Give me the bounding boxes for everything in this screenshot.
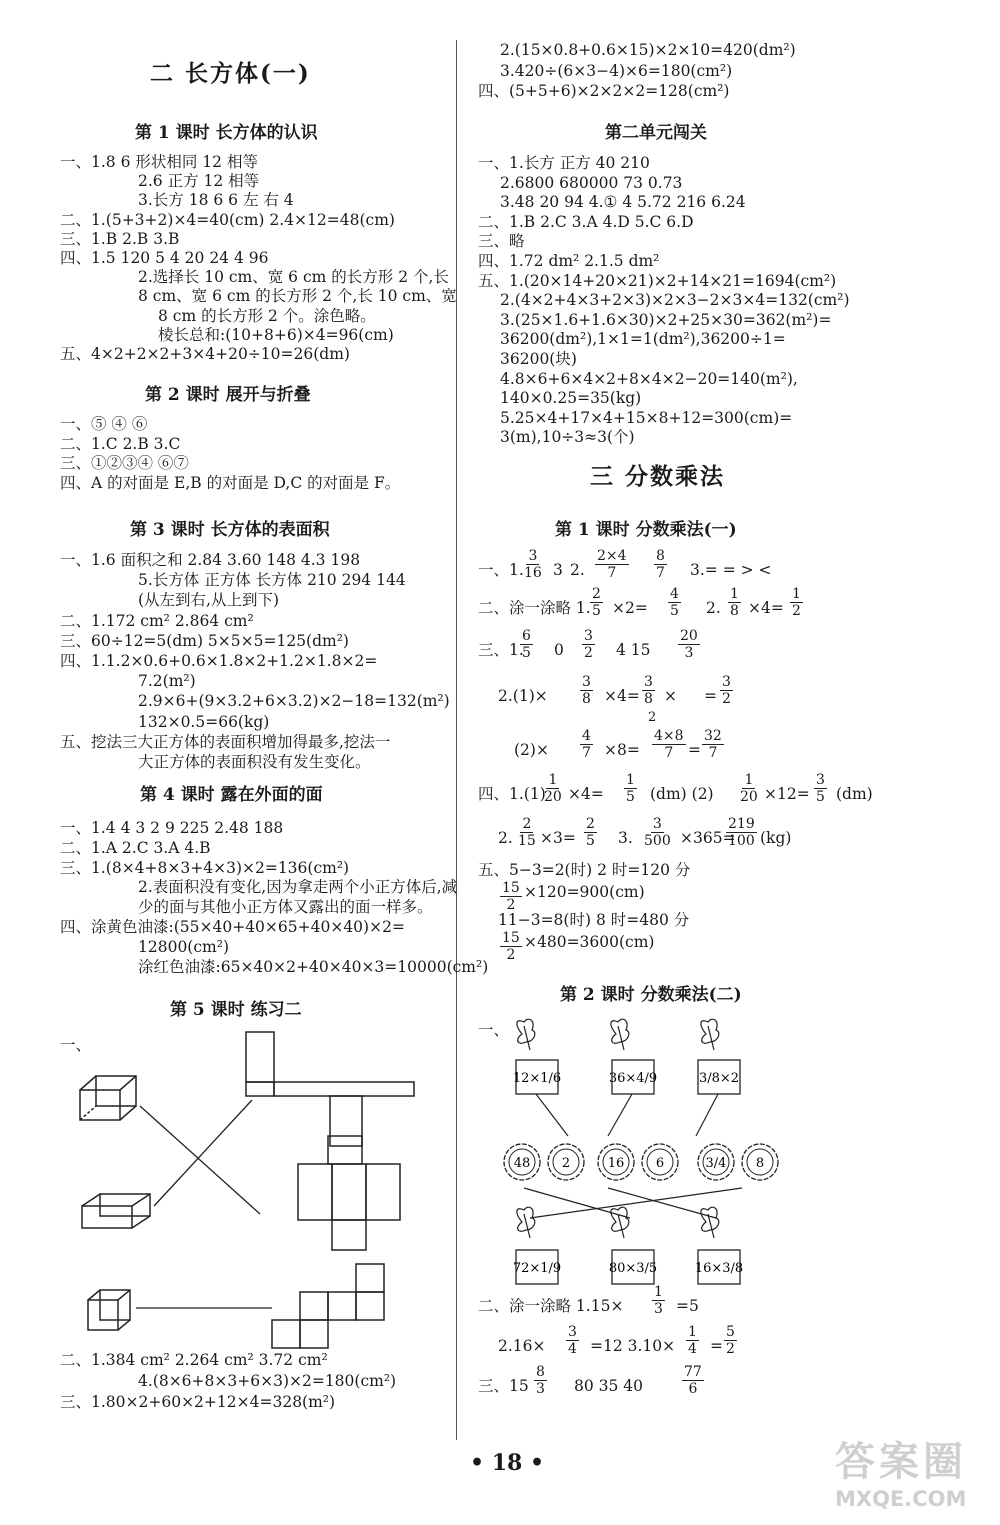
denominator: 8 [582, 691, 591, 707]
answer-line: 一、1.8 6 形状相同 12 相等 [60, 153, 258, 171]
answer-line: 二、1.C 2.B 3.C [60, 434, 181, 453]
cube-figure-3 [88, 1290, 130, 1330]
answer-text: 4 15 [616, 641, 651, 659]
denominator: 8 [644, 691, 653, 707]
fraction [652, 548, 669, 581]
denominator: 2 [726, 1341, 735, 1357]
answer-text: (kg) [760, 829, 792, 847]
denominator: 5 [670, 603, 679, 619]
answer-line: 二、1.B 2.C 3.A 4.D 5.C 6.D [478, 212, 694, 231]
fraction [650, 728, 688, 761]
numerator: 1 [792, 586, 801, 602]
answer-line: 一、1.4 4 3 2 9 225 2.48 188 [60, 819, 284, 837]
answer-line: 4.(8×6+8×3+6×3)×2=180(cm²) [138, 1372, 397, 1390]
fraction [518, 628, 535, 661]
page-number: • 18 • [470, 1450, 545, 1476]
unit-2-review-title: 第二单元闯关 [605, 123, 707, 143]
answer-text: ×120=900(cm) [524, 883, 645, 901]
answer-line: 3.(25×1.6+1.6×30)×2+25×30=362(m²)= [500, 310, 832, 329]
numerator: 1 [654, 1284, 663, 1300]
numerator: 2 [586, 816, 595, 832]
answer-text: 3 [553, 561, 563, 579]
answer-text: 2.(1)× [498, 687, 548, 705]
denominator: 7 [607, 565, 617, 581]
answer-text: 2. [498, 829, 513, 847]
denominator: 3 [536, 1381, 545, 1397]
numerator: 3 [644, 674, 653, 690]
answer-line: 36200(块) [500, 350, 577, 368]
numerator: 2 [522, 816, 532, 832]
denominator: 2 [792, 603, 801, 619]
denominator: 5 [592, 603, 601, 619]
answer-text: 3.= = > < [690, 561, 772, 579]
numerator: 15 [502, 880, 520, 896]
lesson-3-title: 第 3 课时 长方体的表面积 [130, 520, 330, 540]
denominator: 3 [654, 1301, 663, 1317]
watermark-text: 答案圈 [835, 1439, 967, 1485]
fraction [640, 674, 657, 707]
numerator: 4 [582, 728, 591, 744]
answer-text: 2. [570, 561, 585, 579]
denominator: 5 [816, 789, 825, 805]
answer-line: 涂红色油漆:65×40×2+40×40×3=10000(cm²) [138, 957, 489, 976]
unit-3-title: 三 分数乘法 [590, 463, 726, 490]
net-3 [272, 1264, 384, 1348]
fraction [650, 1284, 667, 1317]
circle-value: 6 [655, 1156, 665, 1171]
answer-text: ×8= [604, 741, 640, 759]
answer-line: 三、1.B 2.B 3.B [60, 229, 180, 248]
numerator: 3 [568, 1324, 577, 1340]
denominator: 100 [728, 833, 755, 849]
butterfly-icon [701, 1019, 719, 1050]
circle-value: 48 [513, 1156, 531, 1171]
answer-text: ×4= [604, 687, 640, 705]
fraction [498, 880, 524, 913]
answer-line: 五、4×2+2×2+3×4+20÷10=26(dm) [60, 345, 350, 363]
answer-line: 3.长方 18 6 6 左 右 4 [138, 191, 294, 210]
lesson-2-title: 第 2 课时 展开与折叠 [145, 385, 311, 405]
butterfly-icon [517, 1207, 535, 1238]
answer-line: 一、1.6 面积之和 2.84 3.60 148 4.3 198 [60, 551, 361, 569]
answer-text: 三、15 [478, 1377, 529, 1395]
card-expression: 36×4/9 [608, 1071, 658, 1086]
fraction [718, 674, 735, 707]
answer-text: =12 3.10× [590, 1337, 676, 1355]
answer-text: = [688, 741, 701, 759]
answer-text: ×480=3600(cm) [524, 933, 655, 951]
denominator: 16 [524, 565, 542, 581]
denominator: 7 [656, 565, 665, 581]
denominator: 6 [688, 1381, 698, 1397]
numerator: 4×8 [654, 728, 684, 744]
numerator: 4 [670, 586, 679, 602]
answer-line: 五、1.(20×14+20×21)×2+14×21=1694(cm²) [478, 271, 837, 290]
answer-line: 2.9×6+(9×3.2+6×3.2)×2−18=132(m²) [138, 692, 450, 711]
fraction [722, 1324, 739, 1357]
fraction [680, 1364, 706, 1397]
answer-text: ×4= [568, 785, 604, 803]
card-expression: 80×3/5 [608, 1261, 658, 1276]
circle-value: 8 [755, 1156, 765, 1171]
answer-line: 三、60÷12=5(dm) 5×5×5=125(dm²) [60, 631, 349, 650]
answer-line: 7.2(m²) [138, 672, 196, 691]
denominator: 2 [722, 691, 731, 707]
fraction [640, 816, 675, 849]
answer-line: 3(m),10÷3≈3(个) [500, 428, 635, 447]
answer-line: 3.420÷(6×3−4)×6=180(cm²) [500, 61, 733, 80]
denominator: 7 [582, 745, 591, 761]
card-expression: 3/8×2 [698, 1071, 740, 1086]
fraction [684, 1324, 701, 1357]
lesson-1-title: 第 1 课时 长方体的认识 [135, 123, 318, 143]
denominator: 2 [584, 645, 593, 661]
lesson-5-q1-label: 一、 [60, 1036, 92, 1054]
answer-line: 四、1.72 dm² 2.1.5 dm² [478, 252, 660, 270]
cancel-note: 2 [648, 710, 657, 725]
answer-text: 二、涂一涂略 1.15× [478, 1297, 624, 1315]
fraction [812, 772, 829, 805]
numerator: 20 [680, 628, 698, 644]
circle-value: 16 [607, 1156, 625, 1171]
answer-line: 三、1.80×2+60×2+12×4=328(m²) [60, 1393, 336, 1411]
denominator: 15 [518, 833, 536, 849]
fraction [578, 674, 595, 707]
answer-line: 8 cm、宽 6 cm 的长方形 2 个,长 10 cm、宽 [138, 287, 457, 306]
answer-text: 2.16× [498, 1337, 546, 1355]
u3-lesson-2-q1-label: 一、 [478, 1021, 510, 1039]
answer-text: 三、1. [478, 641, 524, 659]
answer-text: 80 35 40 [574, 1377, 644, 1395]
answer-text: (2)× [514, 741, 549, 759]
butterfly-icon [701, 1207, 719, 1238]
denominator: 5 [522, 645, 531, 661]
fraction [564, 1324, 581, 1357]
answer-text: 一、1. [478, 561, 524, 579]
u3-lesson-1-title: 第 1 课时 分数乘法(一) [555, 520, 737, 540]
column-divider [456, 40, 457, 1440]
answer-text: ×2= [612, 599, 648, 617]
fraction [588, 586, 605, 619]
denominator: 8 [730, 603, 739, 619]
numerator: 5 [726, 1324, 735, 1340]
answer-text: 0 [554, 641, 564, 659]
numerator: 1 [688, 1324, 697, 1340]
answer-text: (dm) [836, 785, 873, 803]
answer-text: 二、涂一涂略 1. [478, 599, 591, 617]
numerator: 3 [582, 674, 591, 690]
fraction [676, 628, 702, 661]
fraction [724, 816, 759, 849]
butterfly-icon [611, 1019, 629, 1050]
denominator: 2 [506, 897, 516, 913]
fraction [580, 628, 597, 661]
watermark-url: MXQE.COM [835, 1487, 967, 1511]
answer-line: 三、略 [478, 232, 525, 251]
answer-line: 四、A 的对面是 E,B 的对面是 D,C 的对面是 F。 [60, 473, 401, 492]
denominator: 4 [688, 1341, 697, 1357]
fraction [788, 586, 805, 619]
numerator: 6 [522, 628, 531, 644]
fraction [520, 548, 546, 581]
numerator: 1 [548, 772, 558, 788]
answer-line: 一、1.长方 正方 40 210 [478, 154, 650, 172]
denominator: 20 [740, 789, 758, 805]
answer-line: 四、(5+5+6)×2×2×2=128(cm²) [478, 82, 730, 100]
answer-line: 5.长方体 正方体 长方体 210 294 144 [138, 571, 406, 590]
numerator: 3 [816, 772, 825, 788]
answer-line: 2.表面积没有变化,因为拿走两个小正方体后,减 [138, 878, 458, 897]
fraction [540, 772, 566, 805]
butterfly-icon [517, 1019, 535, 1050]
numerator: 15 [502, 930, 520, 946]
answer-line: 8 cm 的长方形 2 个。涂色略。 [158, 306, 376, 325]
cuboid-figure-1 [80, 1076, 136, 1120]
numerator: 8 [656, 548, 665, 564]
answer-text: ×4= [748, 599, 784, 617]
cuboid-figure-2 [82, 1194, 150, 1228]
answer-line: 2.6800 680000 73 0.73 [500, 173, 683, 192]
net-2 [298, 1136, 400, 1250]
answer-line: 三、1.(8×4+8×3+4×3)×2=136(cm²) [60, 858, 350, 877]
net-1 [246, 1032, 414, 1146]
answer-line: 36200(dm²),1×1=1(dm²),36200÷1= [500, 330, 786, 349]
numerator: 3 [722, 674, 731, 690]
numerator: 1 [730, 586, 739, 602]
fraction [498, 930, 524, 963]
answer-text: 3. [618, 829, 633, 847]
net-matching-diagram [70, 1028, 420, 1368]
fraction [666, 586, 683, 619]
answer-line: 棱长总和:(10+8+6)×4=96(cm) [158, 325, 394, 344]
numerator: 3 [652, 816, 662, 832]
fraction [700, 728, 726, 761]
answer-text: =5 [676, 1297, 699, 1315]
numerator: 3 [528, 548, 538, 564]
answer-line: 2.(15×0.8+0.6×15)×2×10=420(dm²) [500, 41, 796, 59]
answer-line: 五、挖法三大正方体的表面积增加得最多,挖法一 [60, 732, 391, 751]
answer-line: 132×0.5=66(kg) [138, 712, 270, 731]
denominator: 5 [626, 789, 635, 805]
denominator: 4 [568, 1341, 577, 1357]
answer-line: 二、1.384 cm² 2.264 cm² 3.72 cm² [60, 1351, 328, 1369]
answer-text: = [704, 687, 717, 705]
answer-line: 二、1.A 2.C 3.A 4.B [60, 838, 211, 857]
numerator: 8 [536, 1364, 545, 1380]
numerator: 32 [704, 728, 722, 744]
answer-line: 4.8×6+6×4×2+8×4×2−20=140(m²), [500, 369, 798, 388]
answer-text: 四、1.(1) [478, 785, 546, 803]
lesson-4-title: 第 4 课时 露在外面的面 [140, 785, 323, 805]
answer-line: 2.6 正方 12 相等 [138, 172, 260, 191]
answer-line: 大正方体的表面积没有发生变化。 [138, 753, 371, 771]
answer-line: 二、1.(5+3+2)×4=40(cm) 2.4×12=48(cm) [60, 210, 395, 229]
answer-line: 二、1.172 cm² 2.864 cm² [60, 611, 254, 630]
fraction [514, 816, 540, 849]
numerator: 77 [684, 1364, 702, 1380]
fraction [726, 586, 743, 619]
denominator: 3 [684, 645, 694, 661]
fraction [593, 548, 631, 581]
card-expression: 16×3/8 [694, 1261, 744, 1276]
answer-line: 2.选择长 10 cm、宽 6 cm 的长方形 2 个,长 [138, 268, 449, 287]
answer-line: 一、⑤ ④ ⑥ [60, 415, 148, 433]
butterfly-icon [611, 1207, 629, 1238]
answer-line: 2.(4×2+4×3+2×3)×2×3−2×3×4=132(cm²) [500, 291, 850, 310]
answer-text: ×3= [540, 829, 576, 847]
numerator: 3 [584, 628, 593, 644]
answer-text: 2. [706, 599, 721, 617]
answer-line: 四、涂黄色油漆:(55×40+40×65+40×40)×2= [60, 918, 405, 936]
answer-line: 少的面与其他小正方体又露出的面一样多。 [138, 898, 433, 917]
answer-text: × [664, 687, 677, 705]
answer-line: 四、1.5 120 5 4 20 24 4 96 [60, 249, 269, 267]
answer-line: 5.25×4+17×4+15×8+12=300(cm)= [500, 408, 793, 427]
watermark-logo [835, 1430, 995, 1522]
denominator: 7 [708, 745, 718, 761]
u3-lesson-2-title: 第 2 课时 分数乘法(二) [560, 985, 742, 1005]
unit-title: 二 长方体(一) [150, 60, 311, 87]
denominator: 20 [544, 789, 562, 805]
fraction [582, 816, 599, 849]
answer-text: ×12= [764, 785, 810, 803]
answer-line: 140×0.25=35(kg) [500, 389, 642, 408]
card-expression: 72×1/9 [512, 1261, 562, 1276]
answer-text: (dm) (2) [650, 785, 714, 803]
answer-line: 三、①②③④ ⑥⑦ [60, 454, 189, 472]
lesson-5-title: 第 5 课时 练习二 [170, 1000, 302, 1020]
answer-line: 四、1.1.2×0.6+0.6×1.8×2+1.2×1.8×2= [60, 652, 378, 670]
numerator: 1 [744, 772, 754, 788]
fraction [578, 728, 595, 761]
numerator: 2×4 [597, 548, 627, 564]
answer-line: 3.48 20 94 4.① 4 5.72 216 6.24 [500, 193, 746, 212]
matching-lines [136, 1100, 272, 1308]
numerator: 1 [626, 772, 635, 788]
denominator: 2 [506, 947, 516, 963]
numerator: 219 [728, 816, 755, 832]
denominator: 500 [644, 833, 671, 849]
denominator: 5 [586, 833, 595, 849]
circle-value: 3/4 [705, 1156, 727, 1171]
fraction [532, 1364, 549, 1397]
fraction [736, 772, 762, 805]
answer-line: 12800(cm²) [138, 937, 229, 956]
answer-text: 五、5−3=2(时) 2 时=120 分 [478, 861, 691, 879]
circle-value: 2 [561, 1156, 571, 1171]
fraction [622, 772, 639, 805]
answer-line: (从左到右,从上到下) [138, 591, 280, 610]
answer-text: = [710, 1337, 723, 1355]
card-expression: 12×1/6 [512, 1071, 562, 1086]
butterfly-matching-diagram [480, 1018, 780, 1293]
numerator: 2 [592, 586, 601, 602]
denominator: 7 [664, 745, 674, 761]
answer-text: 11−3=8(时) 8 时=480 分 [498, 911, 690, 929]
answer-text: ×365= [680, 829, 736, 847]
